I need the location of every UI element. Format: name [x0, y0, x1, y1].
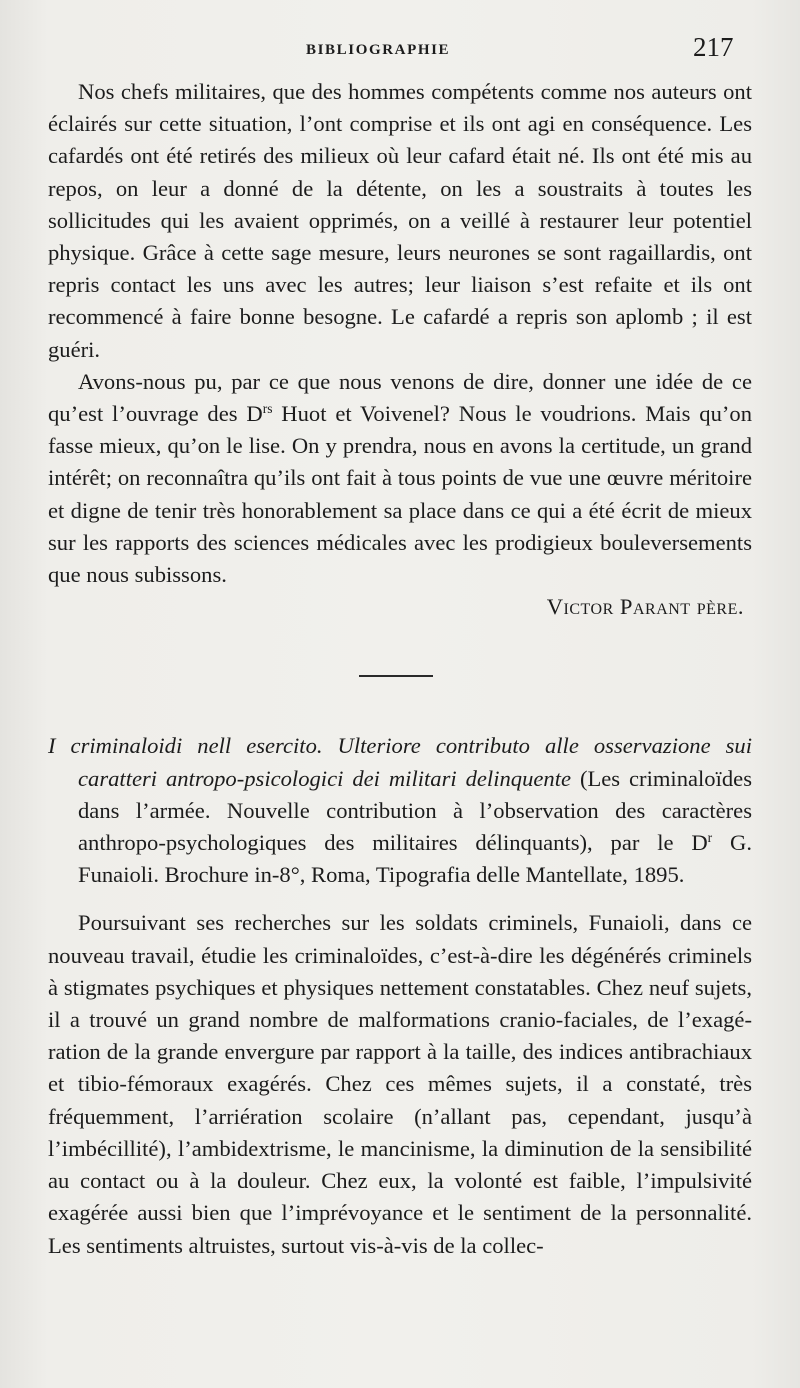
review-translation: (Les criminaloïdes dans l’armée. Nouvelle contribution à l’observation des caractères anthropo-psychologiques des militaires délinquants), par le D	[78, 765, 752, 856]
superscript: r	[707, 829, 713, 845]
review-paragraph: Poursuivant ses recherches sur les soldats criminels, Funaioli, dans ce nouveau travail, étudie les criminaloïdes, c’est-à-dire les dégénérés criminels à stigmates psychiques et physiques nettement constatables. Chez neuf sujets, il a trouvé un grand nombre de malformations cranio-faciales, de l’exagération de la grande envergure par rapport à la taille, des indices antibrachiaux et tibio-fémoraux exagérés. Chez ces mêmes sujets, il a constaté, très fréquemment, l’arriération scolaire (n’allant pas, cependant, jusqu’à l’imbécillité), l’ambidextrisme, le mancinisme, la diminution de la sensibilité au contact ou à la douleur. Chez eux, la volonté est faible, l’impulsivité exagérée aussi bien que l’imprévoyance et le sentiment de la personnalité. Les sentiments altruistes, surtout vis-à-vis de la collec-	[48, 910, 752, 1258]
page-header	[0, 32, 800, 68]
paragraph-text: Avons-nous pu, par ce que nous venons de dire, donner une idée de ce qu’est l’ouvrage des D	[48, 368, 752, 427]
signature-text: Victor Parant père.	[546, 594, 744, 620]
review-title: I criminaloidi nell esercito. Ulteriore contributo alle osservazione sui caratteri antropo-psicologici dei militari delinquente	[48, 733, 752, 791]
review-publication: G. Funaioli. Brochure in-8°, Roma, Tipografia delle Mantellate, 1895.	[78, 830, 752, 888]
author-signature	[48, 591, 752, 623]
paragraph	[48, 366, 752, 591]
paragraph: Nos chefs militaires, que des hommes compétents comme nos auteurs ont éclairés sur cette situation, l’ont comprise et ils ont agi en conséquence. Les cafardés ont été retirés des milieux où leur cafard était né. Ils ont été mis au repos, on leur a donné de la détente, on les a soustraits à toutes les sollicitudes qui les avaient opprimés, on a veillé à restaurer leur potentiel physique. Grâce à cette sage mesure, leurs neurones se sont ragaillardis, ont repris contact les uns avec les autres; leur liaison s’est refaite et ils ont recommencé à faire bonne besogne. Le cafardé a repris son aplomb ; il est guéri.	[48, 79, 752, 362]
review-heading	[48, 730, 752, 891]
running-title: BIBLIOGRAPHIE	[306, 42, 451, 58]
page-body	[48, 76, 752, 1262]
paragraph-text: Huot et Voivenel? Nous le voudrions. Mais qu’on fasse mieux, qu’on le lise. On y prendra, nous en avons la certitude, un grand intérêt; on reconnaîtra qu’ils ont fait à tous points de vue une œuvre méritoire et digne de tenir très honorablement sa place dans ce qui a été écrit de mieux sur les rapports des sciences médicales avec les prodigieux bouleversements que nous subissons.	[48, 401, 752, 588]
page-number: 217	[693, 32, 734, 62]
superscript: rs	[262, 400, 273, 416]
section-divider	[359, 675, 433, 677]
